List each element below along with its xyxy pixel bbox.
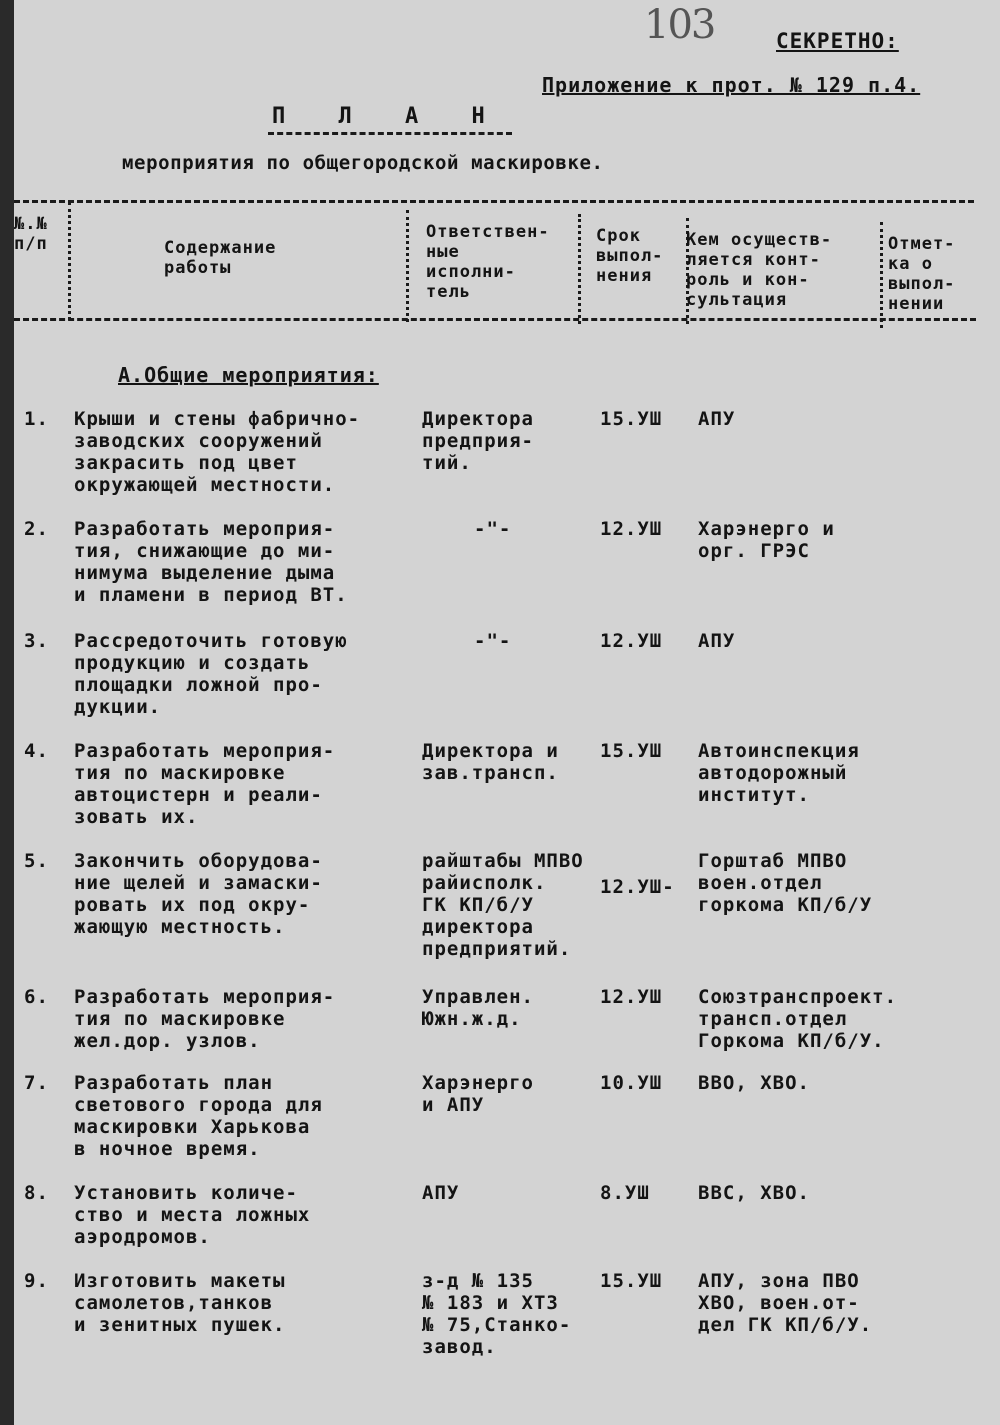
row-control: Союзтранспроект. трансп.отдел Горкома КП/б/У.	[698, 986, 898, 1052]
row-task: Разработать мероприя- тия по маскировке автоцистерн и реали- зовать их.	[74, 740, 336, 828]
column-header-work-content: Содержание работы	[164, 238, 277, 278]
row-control: Автоинспекция автодорожный институт.	[698, 740, 860, 806]
row-responsible: -"-	[474, 518, 512, 540]
row-responsible: АПУ	[422, 1182, 460, 1204]
row-deadline: 8.УШ	[600, 1182, 650, 1204]
row-number: 6.	[24, 986, 49, 1008]
row-number: 7.	[24, 1072, 49, 1094]
column-header-number: №.№ п/п	[14, 214, 48, 254]
row-task: Разработать план светового города для маскировки Харькова в ночное время.	[74, 1072, 323, 1160]
row-control: Горштаб МПВО воен.отдел горкома КП/б/У	[698, 850, 873, 916]
row-deadline: 12.УШ	[600, 986, 663, 1008]
row-task: Разработать мероприя- тия, снижающие до ми- нимума выделение дыма и пламени в период ВТ.	[74, 518, 348, 606]
row-responsible: Харэнерго и АПУ	[422, 1072, 534, 1116]
row-task: Разработать мероприя- тия по маскировке жел.дор. узлов.	[74, 986, 336, 1052]
table-top-rule	[14, 200, 974, 203]
row-number: 2.	[24, 518, 49, 540]
row-responsible: Директора и зав.трансп.	[422, 740, 559, 784]
column-header-completion-mark: Отмет- ка о выпол- нении	[888, 234, 956, 314]
row-control: АПУ, зона ПВО ХВО, воен.от- дел ГК КП/б/У.	[698, 1270, 873, 1336]
document-page	[14, 0, 1000, 1425]
column-header-responsible: Ответствен- ные исполни- тель	[426, 222, 550, 302]
archive-number: 103	[644, 2, 715, 48]
row-number: 9.	[24, 1270, 49, 1292]
appendix-reference: Приложение к прот. № 129 п.4.	[542, 73, 921, 97]
row-deadline: 15.УШ	[600, 1270, 663, 1292]
row-deadline: 12.УШ-	[600, 876, 675, 898]
row-deadline: 15.УШ	[600, 740, 663, 762]
column-separator	[406, 210, 409, 322]
section-title: А.Общие мероприятия:	[118, 363, 379, 387]
row-deadline: 12.УШ	[600, 630, 663, 652]
row-control: Харэнерго и орг. ГРЭС	[698, 518, 835, 562]
row-task: Крыши и стены фабрично- заводских сооружений закрасить под цвет окружающей местности.	[74, 408, 361, 496]
row-number: 3.	[24, 630, 49, 652]
row-responsible: Директора предприя- тий.	[422, 408, 534, 474]
column-separator	[578, 214, 581, 324]
row-task: Изготовить макеты самолетов,танков и зенитных пушек.	[74, 1270, 286, 1336]
row-number: 5.	[24, 850, 49, 872]
row-responsible: з-д № 135 № 183 и ХТЗ № 75,Станко- завод.	[422, 1270, 572, 1358]
row-responsible: Управлен. Южн.ж.д.	[422, 986, 534, 1030]
row-control: ВВО, ХВО.	[698, 1072, 810, 1094]
row-number: 4.	[24, 740, 49, 762]
column-separator	[68, 202, 71, 320]
row-number: 8.	[24, 1182, 49, 1204]
title-underline	[268, 132, 512, 135]
row-deadline: 12.УШ	[600, 518, 663, 540]
row-task: Установить количе- ство и места ложных аэродромов.	[74, 1182, 311, 1248]
classification-stamp: СЕКРЕТНО:	[776, 29, 899, 53]
row-deadline: 10.УШ	[600, 1072, 663, 1094]
document-title: П Л А Н	[272, 104, 505, 129]
row-task: Рассредоточить готовую продукцию и создать площадки ложной про- дукции.	[74, 630, 348, 718]
row-deadline: 15.УШ	[600, 408, 663, 430]
row-number: 1.	[24, 408, 49, 430]
row-task: Закончить оборудова- ние щелей и замаски- ровать их под окру- жающую местность.	[74, 850, 323, 938]
row-responsible: райштабы МПВО райисполк. ГК КП/б/У директора предприятий.	[422, 850, 584, 960]
row-responsible: -"-	[474, 630, 512, 652]
document-subtitle: мероприятия по общегородской маскировке.	[122, 152, 604, 174]
page-edge-shadow	[0, 0, 14, 1425]
row-control: АПУ	[698, 408, 736, 430]
row-control: АПУ	[698, 630, 736, 652]
row-control: ВВС, ХВО.	[698, 1182, 810, 1204]
column-separator	[880, 222, 883, 328]
column-header-deadline: Срок выпол- нения	[596, 226, 664, 286]
column-header-control: Кем осуществ- ляется конт- роль и кон- сультация	[686, 230, 833, 310]
table-header-bottom-rule	[14, 318, 976, 321]
